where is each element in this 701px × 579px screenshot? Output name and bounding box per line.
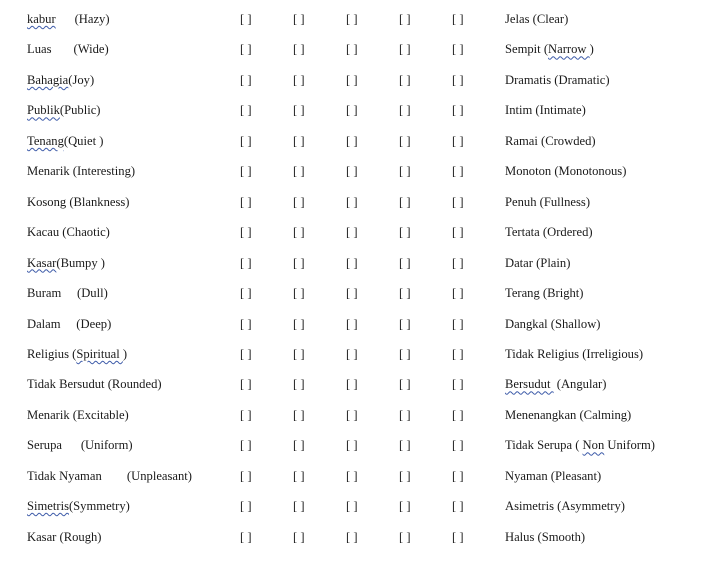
rating-box-2[interactable]: [ ]	[293, 42, 305, 57]
rating-box-4[interactable]: [ ]	[399, 133, 411, 148]
scale-row	[0, 253, 701, 273]
flagged-word: Tenang	[27, 133, 64, 148]
text-segment: Kacau (Chaotic)	[27, 225, 110, 240]
rating-box-1[interactable]: [ ]	[240, 255, 252, 270]
right-adjective	[505, 496, 625, 516]
text-segment: Dramatis (Dramatic)	[505, 72, 610, 87]
text-segment: Dalam (Deep)	[27, 316, 112, 331]
right-adjective	[505, 435, 655, 455]
rating-box-2[interactable]: [ ]	[293, 225, 305, 240]
right-adjective	[505, 131, 596, 151]
text-segment: Serupa (Uniform)	[27, 438, 133, 453]
text-segment: Penuh (Fullness)	[505, 194, 591, 209]
rating-box-3[interactable]: [ ]	[346, 468, 358, 483]
left-adjective	[27, 192, 130, 212]
text-segment: Menarik (Interesting)	[27, 164, 136, 179]
rating-box-1[interactable]: [ ]	[240, 103, 252, 118]
right-adjective	[505, 39, 594, 59]
text-segment: Tidak Nyaman (Unpleasant)	[27, 468, 192, 483]
rating-box-2[interactable]: [ ]	[293, 72, 305, 87]
flagged-word: Bersudut	[505, 377, 554, 392]
rating-box-3[interactable]: [ ]	[346, 529, 358, 544]
text-segment: Menarik (Excitable)	[27, 407, 129, 422]
scale-row	[0, 9, 701, 29]
rating-box-5[interactable]: [ ]	[452, 286, 464, 301]
left-adjective	[27, 39, 109, 59]
flagged-word: Non	[582, 438, 605, 453]
rating-box-5[interactable]: [ ]	[452, 12, 464, 26]
rating-box-5[interactable]: [ ]	[452, 255, 464, 270]
rating-box-4[interactable]: [ ]	[399, 225, 411, 240]
rating-box-1[interactable]: [ ]	[240, 225, 252, 240]
scale-row	[0, 161, 701, 181]
text-segment: Menenangkan (Calming)	[505, 407, 632, 422]
text-segment: (Joy)	[68, 72, 95, 87]
right-adjective	[505, 405, 631, 425]
text-segment: Kasar (Rough)	[27, 529, 102, 544]
rating-box-3[interactable]: [ ]	[346, 194, 358, 209]
left-adjective	[27, 9, 110, 29]
rating-box-5[interactable]: [ ]	[452, 42, 464, 57]
left-adjective	[27, 405, 129, 425]
text-segment: (Angular)	[553, 377, 607, 392]
flagged-word: kabur	[27, 12, 56, 26]
rating-box-1[interactable]: [ ]	[240, 12, 252, 26]
rating-box-4[interactable]: [ ]	[399, 286, 411, 301]
text-segment: (Symmetry)	[68, 499, 130, 514]
rating-box-3[interactable]: [ ]	[346, 103, 358, 118]
left-adjective	[27, 70, 94, 90]
rating-box-5[interactable]: [ ]	[452, 468, 464, 483]
rating-box-5[interactable]: [ ]	[452, 407, 464, 422]
rating-box-2[interactable]: [ ]	[293, 346, 305, 361]
right-adjective	[505, 527, 585, 547]
rating-box-1[interactable]: [ ]	[240, 42, 252, 57]
rating-box-1[interactable]: [ ]	[240, 377, 252, 392]
text-segment: Sempit (	[505, 42, 549, 57]
left-adjective	[27, 283, 108, 303]
text-segment: )	[589, 42, 594, 57]
right-adjective	[505, 466, 601, 486]
rating-box-3[interactable]: [ ]	[346, 72, 358, 87]
rating-box-1[interactable]: [ ]	[240, 164, 252, 179]
rating-box-3[interactable]: [ ]	[346, 133, 358, 148]
rating-box-4[interactable]: [ ]	[399, 255, 411, 270]
scale-row	[0, 405, 701, 425]
flagged-word: Narrow	[548, 42, 590, 57]
rating-box-4[interactable]: [ ]	[399, 377, 411, 392]
rating-box-4[interactable]: [ ]	[399, 12, 411, 26]
scale-row	[0, 39, 701, 59]
flagged-word: Bahagia	[27, 72, 69, 87]
rating-box-2[interactable]: [ ]	[293, 316, 305, 331]
right-adjective	[505, 283, 584, 303]
right-adjective	[505, 314, 600, 334]
left-adjective	[27, 314, 111, 334]
rating-box-4[interactable]: [ ]	[399, 316, 411, 331]
rating-box-4[interactable]: [ ]	[399, 529, 411, 544]
rating-box-1[interactable]: [ ]	[240, 529, 252, 544]
text-segment: Tidak Religius (Irreligious)	[505, 346, 644, 361]
rating-box-2[interactable]: [ ]	[293, 377, 305, 392]
right-adjective	[505, 253, 570, 273]
text-segment: Tidak Bersudut (Rounded)	[27, 377, 162, 392]
right-adjective	[505, 100, 586, 120]
rating-box-5[interactable]: [ ]	[452, 225, 464, 240]
rating-box-5[interactable]: [ ]	[452, 72, 464, 87]
rating-box-3[interactable]: [ ]	[346, 499, 358, 514]
scale-row	[0, 496, 701, 516]
right-adjective	[505, 222, 593, 242]
rating-box-5[interactable]: [ ]	[452, 316, 464, 331]
rating-box-4[interactable]: [ ]	[399, 499, 411, 514]
rating-box-2[interactable]: [ ]	[293, 133, 305, 148]
rating-box-2[interactable]: [ ]	[293, 12, 305, 26]
rating-box-3[interactable]: [ ]	[346, 286, 358, 301]
rating-box-1[interactable]: [ ]	[240, 346, 252, 361]
left-adjective	[27, 100, 100, 120]
rating-box-3[interactable]: [ ]	[346, 346, 358, 361]
right-adjective	[505, 374, 606, 394]
text-segment: Religius (	[27, 346, 77, 361]
text-segment: Buram (Dull)	[27, 286, 108, 301]
rating-box-1[interactable]: [ ]	[240, 438, 252, 453]
left-adjective	[27, 435, 133, 455]
rating-box-2[interactable]: [ ]	[293, 103, 305, 118]
rating-box-4[interactable]: [ ]	[399, 164, 411, 179]
text-segment: Uniform)	[604, 438, 655, 453]
rating-box-2[interactable]: [ ]	[293, 499, 305, 514]
scale-row	[0, 314, 701, 334]
flagged-word: Spiritual	[76, 346, 123, 361]
left-adjective	[27, 344, 127, 364]
rating-box-5[interactable]: [ ]	[452, 499, 464, 514]
rating-box-1[interactable]: [ ]	[240, 286, 252, 301]
rating-box-2[interactable]: [ ]	[293, 468, 305, 483]
rating-box-1[interactable]: [ ]	[240, 468, 252, 483]
scale-row	[0, 100, 701, 120]
text-segment: Asimetris (Asymmetry)	[505, 499, 625, 514]
rating-box-5[interactable]: [ ]	[452, 377, 464, 392]
scale-row	[0, 527, 701, 547]
text-segment: Dangkal (Shallow)	[505, 316, 601, 331]
text-segment: (Hazy)	[55, 12, 110, 26]
rating-box-3[interactable]: [ ]	[346, 12, 358, 26]
scale-row	[0, 222, 701, 242]
text-segment: Ramai (Crowded)	[505, 133, 596, 148]
rating-box-5[interactable]: [ ]	[452, 438, 464, 453]
rating-box-3[interactable]: [ ]	[346, 377, 358, 392]
text-segment: Luas (Wide)	[27, 42, 109, 57]
rating-box-3[interactable]: [ ]	[346, 316, 358, 331]
rating-box-2[interactable]: [ ]	[293, 407, 305, 422]
scale-row	[0, 283, 701, 303]
flagged-word: Simetris	[27, 499, 69, 514]
text-segment: Terang (Bright)	[505, 286, 584, 301]
rating-box-3[interactable]: [ ]	[346, 438, 358, 453]
right-adjective	[505, 344, 643, 364]
rating-box-4[interactable]: [ ]	[399, 194, 411, 209]
scale-row	[0, 70, 701, 90]
rating-box-1[interactable]: [ ]	[240, 72, 252, 87]
text-segment: (Quiet )	[63, 133, 104, 148]
rating-box-2[interactable]: [ ]	[293, 529, 305, 544]
scale-row	[0, 435, 701, 455]
rating-box-4[interactable]: [ ]	[399, 346, 411, 361]
rating-box-5[interactable]: [ ]	[452, 529, 464, 544]
rating-box-1[interactable]: [ ]	[240, 194, 252, 209]
rating-box-2[interactable]: [ ]	[293, 164, 305, 179]
rating-box-3[interactable]: [ ]	[346, 164, 358, 179]
text-segment: Halus (Smooth)	[505, 529, 586, 544]
rating-box-2[interactable]: [ ]	[293, 286, 305, 301]
left-adjective	[27, 527, 102, 547]
rating-box-1[interactable]: [ ]	[240, 499, 252, 514]
rating-box-4[interactable]: [ ]	[399, 468, 411, 483]
rating-box-5[interactable]: [ ]	[452, 346, 464, 361]
rating-box-5[interactable]: [ ]	[452, 103, 464, 118]
text-segment: Nyaman (Pleasant)	[505, 468, 602, 483]
right-adjective	[505, 192, 590, 212]
left-adjective	[27, 161, 135, 181]
text-segment: )	[122, 346, 128, 361]
scale-row	[0, 192, 701, 212]
rating-box-3[interactable]: [ ]	[346, 42, 358, 57]
right-adjective	[505, 161, 626, 181]
flagged-word: Kasar	[27, 255, 57, 270]
text-segment: Kosong (Blankness)	[27, 194, 130, 209]
rating-box-2[interactable]: [ ]	[293, 194, 305, 209]
right-adjective	[505, 9, 568, 29]
text-segment: Intim (Intimate)	[505, 103, 586, 118]
left-adjective	[27, 466, 192, 486]
text-segment: Tidak Serupa (	[505, 438, 583, 453]
rating-box-3[interactable]: [ ]	[346, 407, 358, 422]
right-adjective	[505, 70, 610, 90]
text-segment: (Public)	[59, 103, 101, 118]
scale-row	[0, 344, 701, 364]
scale-row	[0, 466, 701, 486]
rating-box-5[interactable]: [ ]	[452, 164, 464, 179]
rating-box-4[interactable]: [ ]	[399, 103, 411, 118]
left-adjective	[27, 131, 103, 151]
rating-box-5[interactable]: [ ]	[452, 133, 464, 148]
scale-row	[0, 374, 701, 394]
rating-box-4[interactable]: [ ]	[399, 42, 411, 57]
text-segment: Monoton (Monotonous)	[505, 164, 627, 179]
rating-box-3[interactable]: [ ]	[346, 255, 358, 270]
flagged-word: Publik	[27, 103, 60, 118]
rating-box-4[interactable]: [ ]	[399, 72, 411, 87]
rating-box-3[interactable]: [ ]	[346, 225, 358, 240]
text-segment: (Bumpy )	[56, 255, 105, 270]
rating-box-1[interactable]: [ ]	[240, 133, 252, 148]
scale-row	[0, 131, 701, 151]
text-segment: Datar (Plain)	[505, 255, 571, 270]
left-adjective	[27, 374, 162, 394]
left-adjective	[27, 253, 105, 273]
text-segment: Jelas (Clear)	[505, 12, 569, 26]
text-segment: Tertata (Ordered)	[505, 225, 593, 240]
left-adjective	[27, 496, 130, 516]
left-adjective	[27, 222, 110, 242]
rating-box-2[interactable]: [ ]	[293, 255, 305, 270]
rating-box-4[interactable]: [ ]	[399, 407, 411, 422]
rating-box-4[interactable]: [ ]	[399, 438, 411, 453]
rating-box-1[interactable]: [ ]	[240, 407, 252, 422]
rating-box-1[interactable]: [ ]	[240, 316, 252, 331]
rating-box-5[interactable]: [ ]	[452, 194, 464, 209]
rating-box-2[interactable]: [ ]	[293, 438, 305, 453]
